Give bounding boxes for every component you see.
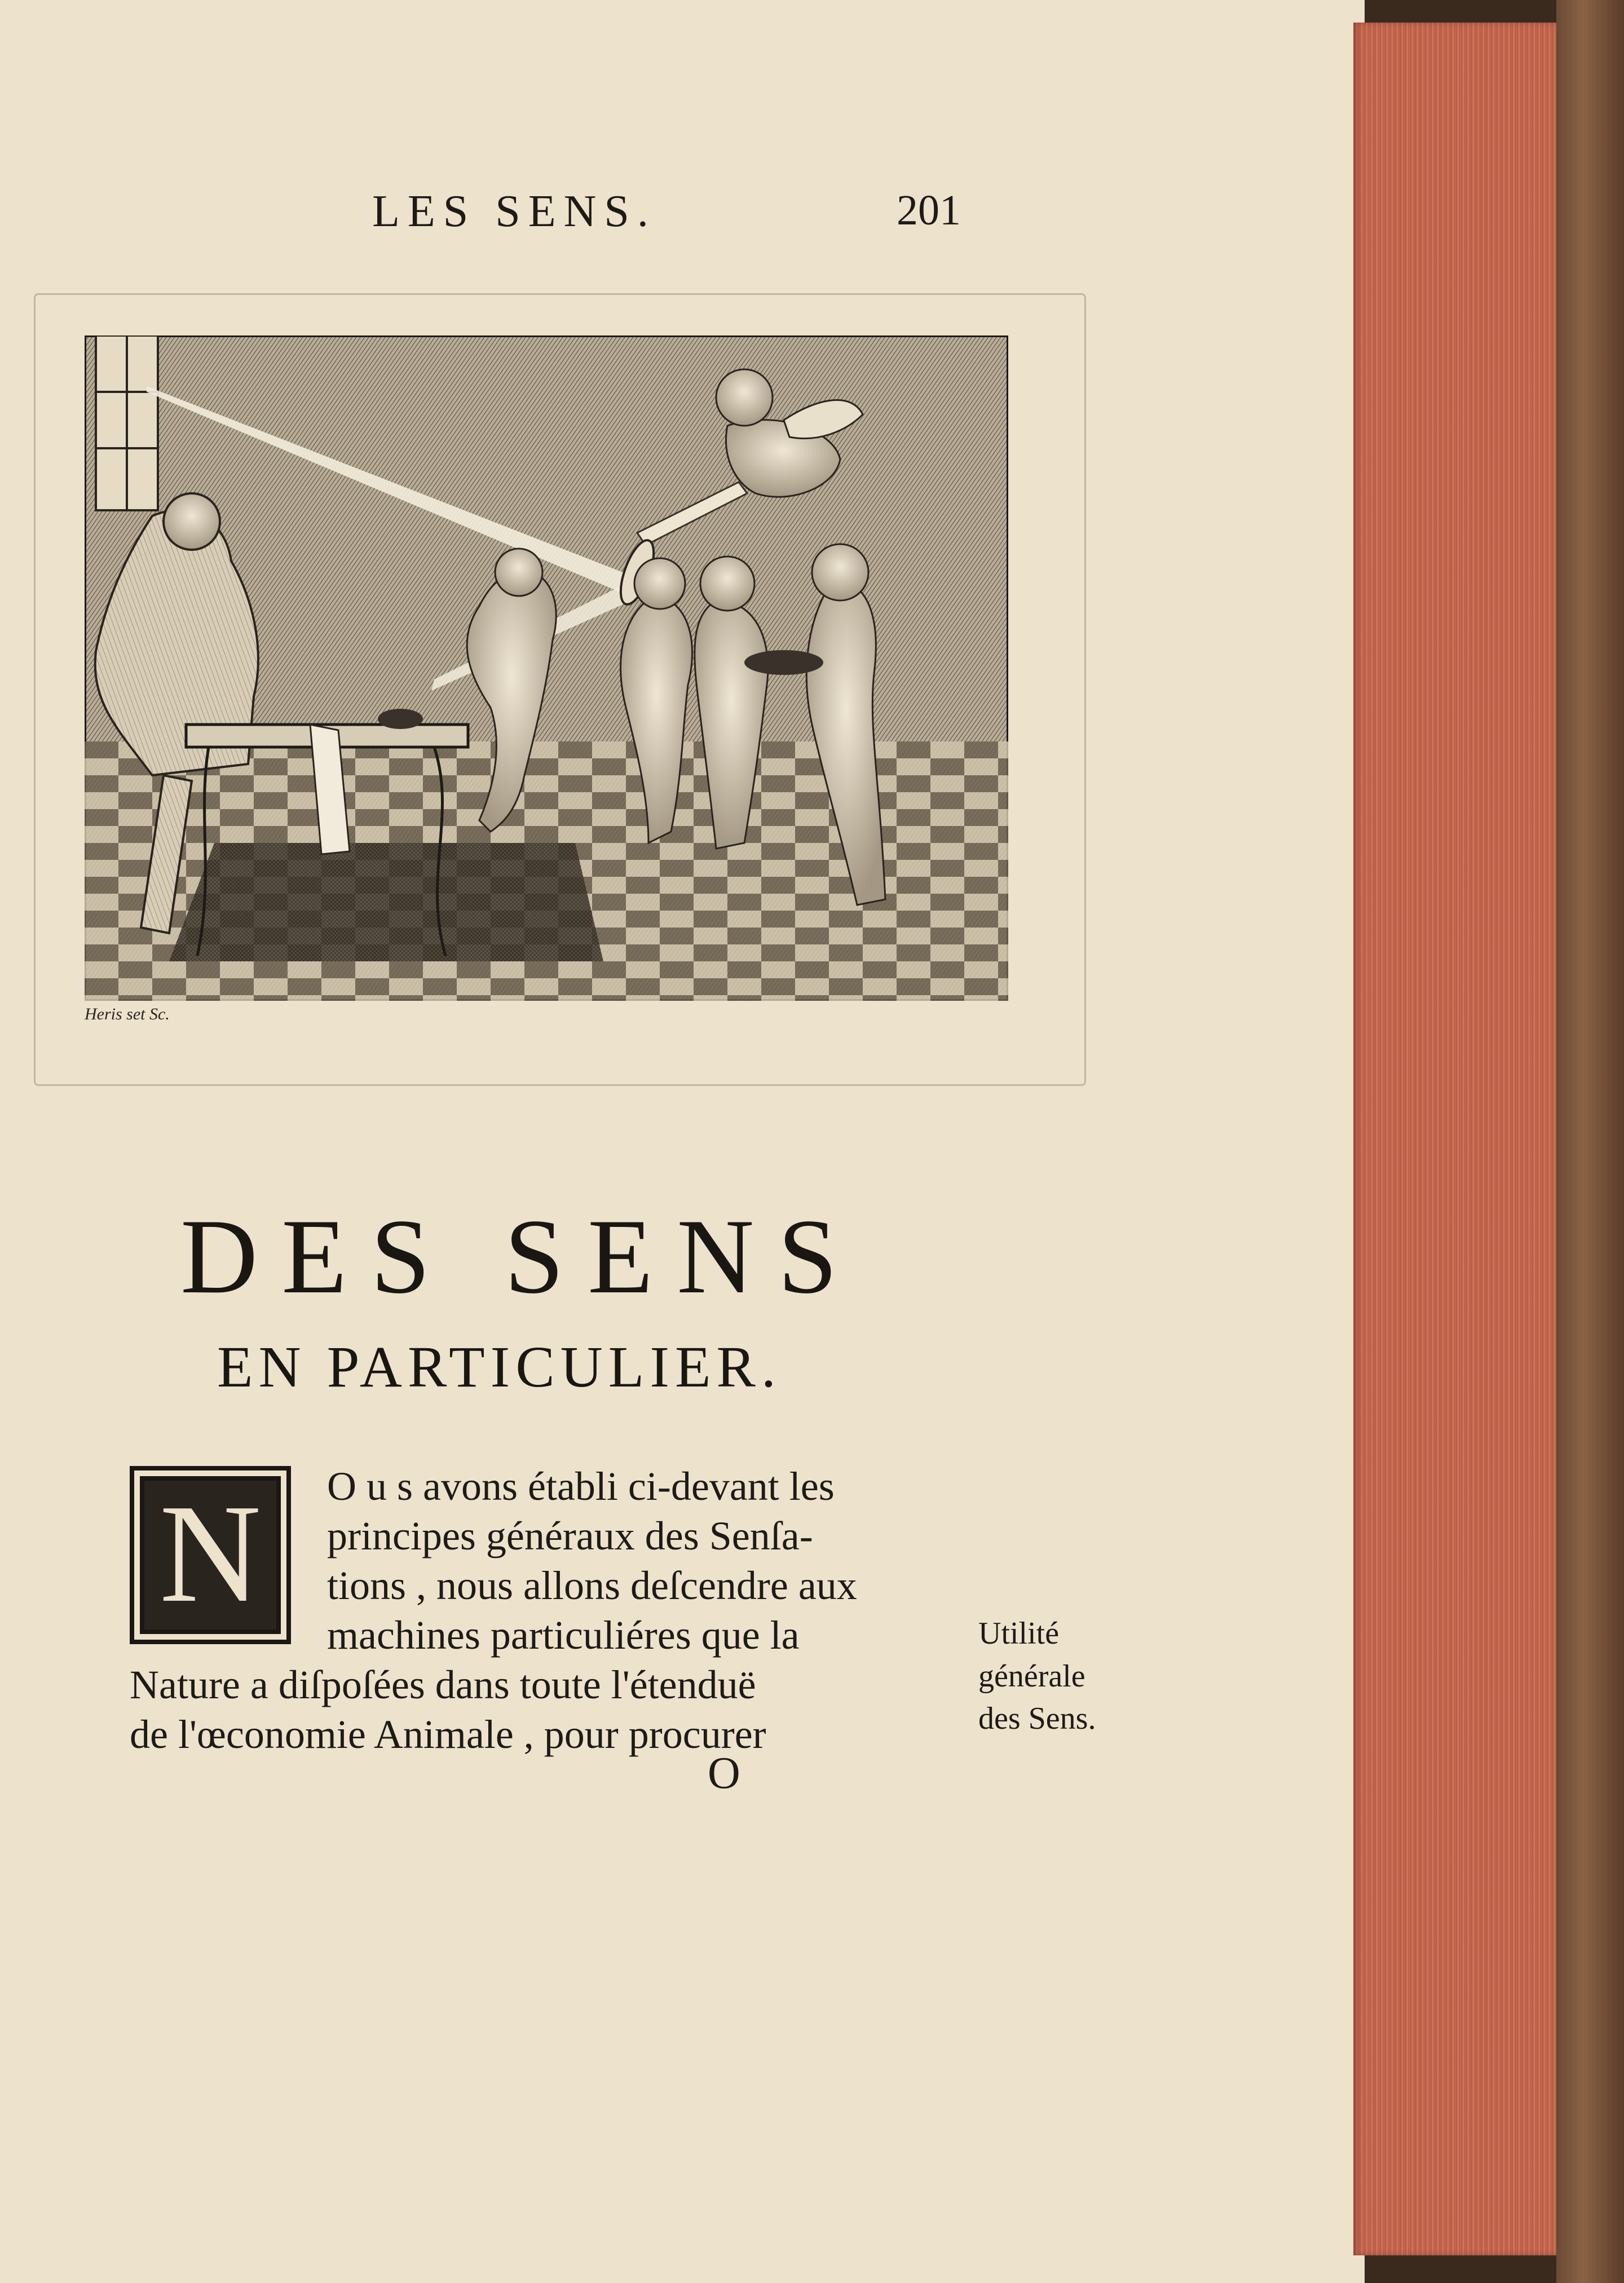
margin-note-line: générale — [978, 1658, 1085, 1694]
decorated-initial — [130, 1466, 291, 1644]
engraver-signature: Heris set Sc. — [85, 1005, 170, 1023]
book-cover-edge — [1556, 0, 1624, 2283]
marginal-note — [978, 1613, 1096, 1741]
body-line-4: machines particuliéres que la — [327, 1613, 800, 1658]
drop-cap-letter: N — [159, 1476, 262, 1632]
margin-note-line: des Sens. — [978, 1701, 1096, 1737]
page-edges — [1353, 23, 1556, 2255]
body-line-6: de l'œconomie Animale , pour procurer — [130, 1712, 766, 1757]
page-number: 201 — [897, 187, 961, 234]
signature-mark: O — [708, 1748, 740, 1798]
engraving-illustration — [85, 335, 1008, 1001]
margin-note-line: Utilité — [978, 1616, 1060, 1651]
chapter-subtitle: EN PARTICULIER. — [217, 1335, 782, 1399]
body-line-3: tions , nous allons deſcendre aux — [327, 1563, 857, 1608]
body-line-1: O u s avons établi ci-devant les — [327, 1464, 835, 1509]
body-line-5: Nature a diſpoſées dans toute l'étenduë — [130, 1662, 756, 1707]
body-line-2: principes généraux des Senſa- — [327, 1513, 813, 1558]
chapter-title: DES SENS — [180, 1198, 862, 1316]
running-head: LES SENS. — [372, 187, 656, 236]
